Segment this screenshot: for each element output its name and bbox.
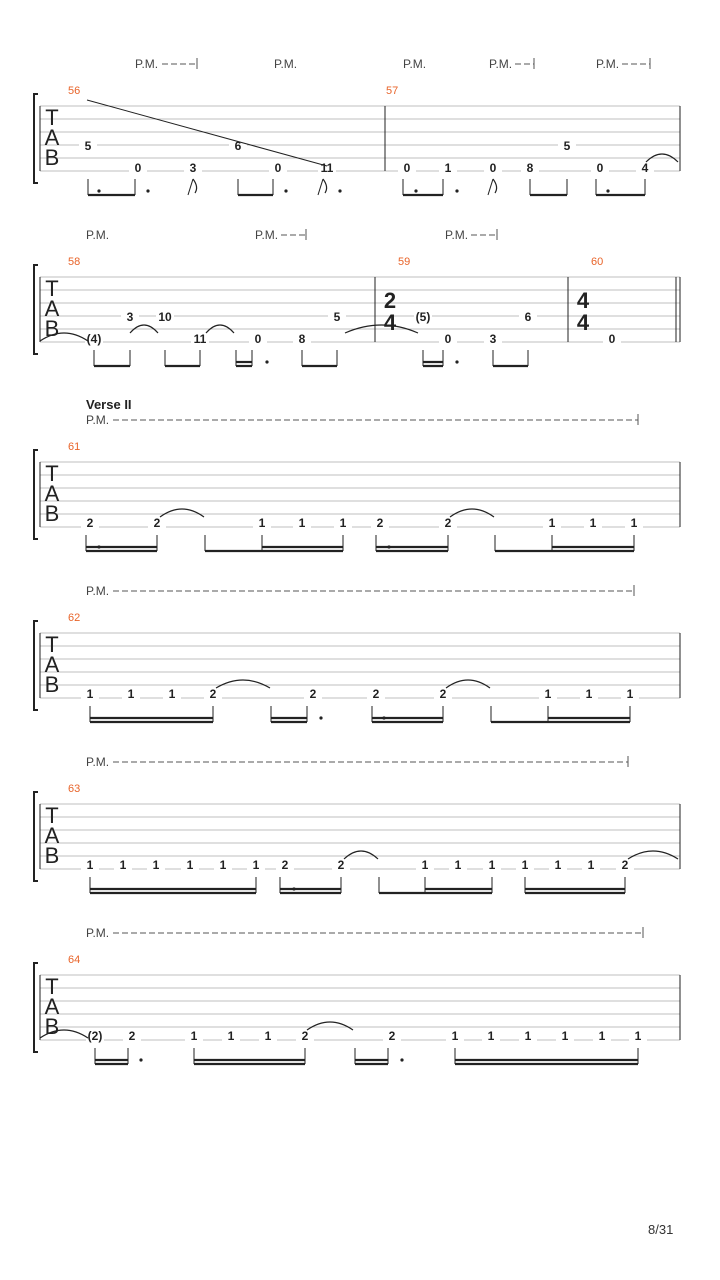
palm-mute-label: P.M. (135, 57, 159, 71)
rhythm-dot (139, 1058, 142, 1061)
palm-mute-label: P.M. (403, 57, 427, 71)
time-signature-bottom: 4 (576, 310, 590, 335)
rhythm-dot (387, 545, 390, 548)
note-flag (493, 179, 497, 193)
measure-number: 60 (591, 256, 604, 268)
fret-number: 1 (587, 858, 595, 872)
page-number: 8/31 (648, 1222, 674, 1237)
fret-number: 1 (598, 1029, 606, 1043)
fret-number: (4) (86, 332, 102, 346)
palm-mute-label: P.M. (445, 228, 469, 242)
fret-number: 3 (489, 332, 497, 346)
palm-mute-label: P.M. (274, 57, 298, 71)
rhythm-dot (606, 189, 609, 192)
fret-number: 1 (521, 858, 529, 872)
tab-clef-letter: B (44, 1014, 60, 1039)
fret-number: 10 (158, 310, 172, 324)
fret-number: 2 (309, 687, 317, 701)
rhythm-dot (265, 360, 268, 363)
note-stem (318, 179, 323, 195)
rhythm-dot (455, 189, 458, 192)
fret-number: 1 (86, 858, 94, 872)
rhythm-dot (319, 716, 322, 719)
fret-number: 1 (264, 1029, 272, 1043)
fret-number: 0 (444, 332, 452, 346)
time-signature-top: 2 (383, 288, 397, 313)
measure-number: 58 (68, 256, 81, 268)
tie-arc (160, 509, 204, 517)
fret-number: 1 (227, 1029, 235, 1043)
tab-clef-letter: A (44, 125, 60, 150)
fret-number: 1 (548, 516, 556, 530)
tab-clef-letter: T (45, 461, 59, 486)
fret-number: 0 (403, 161, 411, 175)
fret-number: 1 (589, 516, 597, 530)
tab-clef-letter: T (45, 803, 59, 828)
fret-number: 11 (320, 161, 334, 175)
palm-mute-label: P.M. (86, 228, 110, 242)
tab-clef-letter: A (44, 481, 60, 506)
fret-number: 2 (376, 516, 384, 530)
fret-number: 11 (193, 332, 207, 346)
slide-line (84, 100, 327, 166)
fret-number: 8 (526, 161, 534, 175)
time-signature-top: 4 (576, 288, 590, 313)
tie-arc (216, 680, 270, 688)
measure-number: 57 (386, 85, 399, 97)
palm-mute-label: P.M. (86, 413, 110, 427)
rhythm-dot (414, 189, 417, 192)
fret-number: 1 (168, 687, 176, 701)
measure-number: 56 (68, 85, 81, 97)
tab-clef-letter: B (44, 501, 60, 526)
fret-number: 6 (234, 139, 242, 153)
fret-number: 1 (119, 858, 127, 872)
system-bracket (34, 792, 38, 881)
rhythm-dot (455, 360, 458, 363)
fret-number: 3 (189, 161, 197, 175)
fret-number: 5 (333, 310, 341, 324)
note-stem (188, 179, 193, 195)
fret-number: 3 (126, 310, 134, 324)
tab-clef-letter: B (44, 672, 60, 697)
note-flag (323, 179, 327, 193)
tab-clef-letter: T (45, 276, 59, 301)
fret-number: 5 (84, 139, 92, 153)
fret-number: 2 (337, 858, 345, 872)
tab-clef-letter: T (45, 974, 59, 999)
measure-number: 61 (68, 441, 81, 453)
tab-clef-letter: T (45, 632, 59, 657)
rhythm-dot (382, 716, 385, 719)
fret-number: 1 (258, 516, 266, 530)
fret-number: 5 (563, 139, 571, 153)
fret-number: 1 (339, 516, 347, 530)
measure-number: 63 (68, 783, 81, 795)
time-signature-bottom: 4 (383, 310, 397, 335)
fret-number: 1 (561, 1029, 569, 1043)
palm-mute-label: P.M. (255, 228, 279, 242)
fret-number: 1 (444, 161, 452, 175)
rhythm-dot (97, 189, 100, 192)
fret-number: 0 (254, 332, 262, 346)
tab-clef-letter: B (44, 843, 60, 868)
fret-number: 1 (626, 687, 634, 701)
section-label: Verse II (86, 397, 132, 412)
fret-number: 1 (488, 858, 496, 872)
fret-number: 1 (127, 687, 135, 701)
rhythm-dot (292, 887, 295, 890)
fret-number: 2 (153, 516, 161, 530)
fret-number: 1 (86, 687, 94, 701)
tab-clef-letter: B (44, 316, 60, 341)
fret-number: 1 (252, 858, 260, 872)
system-bracket (34, 450, 38, 539)
system-bracket (34, 94, 38, 183)
fret-number: 1 (451, 1029, 459, 1043)
tab-clef-letter: T (45, 105, 59, 130)
rhythm-dot (146, 189, 149, 192)
fret-number: 0 (134, 161, 142, 175)
tab-clef-letter: A (44, 823, 60, 848)
measure-number: 59 (398, 256, 411, 268)
fret-number: 1 (585, 687, 593, 701)
tab-clef-letter: B (44, 145, 60, 170)
fret-number: 1 (298, 516, 306, 530)
fret-number: 2 (621, 858, 629, 872)
fret-number: 2 (281, 858, 289, 872)
system-bracket (34, 621, 38, 710)
fret-number: 2 (388, 1029, 396, 1043)
palm-mute-label: P.M. (489, 57, 513, 71)
fret-number: 2 (444, 516, 452, 530)
measure-number: 64 (68, 954, 81, 966)
tab-clef-letter: A (44, 296, 60, 321)
fret-number: 2 (128, 1029, 136, 1043)
tie-arc (628, 851, 678, 859)
fret-number: 0 (596, 161, 604, 175)
rhythm-dot (284, 189, 287, 192)
fret-number: 1 (186, 858, 194, 872)
palm-mute-label: P.M. (86, 926, 110, 940)
fret-number: (5) (415, 310, 431, 324)
system-bracket (34, 265, 38, 354)
fret-number: 1 (421, 858, 429, 872)
fret-number: 1 (219, 858, 227, 872)
fret-number: 1 (554, 858, 562, 872)
tab-clef-letter: A (44, 652, 60, 677)
fret-number: 8 (298, 332, 306, 346)
fret-number: 0 (608, 332, 616, 346)
palm-mute-label: P.M. (86, 584, 110, 598)
system-bracket (34, 963, 38, 1052)
rhythm-dot (97, 545, 100, 548)
fret-number: 1 (454, 858, 462, 872)
fret-number: 1 (152, 858, 160, 872)
fret-number: 2 (439, 687, 447, 701)
rhythm-dot (338, 189, 341, 192)
fret-number: 0 (489, 161, 497, 175)
note-flag (193, 179, 197, 193)
fret-number: 2 (209, 687, 217, 701)
fret-number: 0 (274, 161, 282, 175)
fret-number: 1 (634, 1029, 642, 1043)
palm-mute-label: P.M. (86, 755, 110, 769)
fret-number: 4 (641, 161, 649, 175)
rhythm-dot (400, 1058, 403, 1061)
fret-number: 2 (86, 516, 94, 530)
note-stem (488, 179, 493, 195)
fret-number: 1 (487, 1029, 495, 1043)
fret-number: 2 (372, 687, 380, 701)
measure-number: 62 (68, 612, 81, 624)
fret-number: 1 (524, 1029, 532, 1043)
palm-mute-label: P.M. (596, 57, 620, 71)
fret-number: 6 (524, 310, 532, 324)
fret-number: 2 (301, 1029, 309, 1043)
tie-arc (446, 680, 490, 688)
tab-clef-letter: A (44, 994, 60, 1019)
fret-number: 1 (630, 516, 638, 530)
fret-number: 1 (544, 687, 552, 701)
fret-number: (2) (87, 1029, 103, 1043)
fret-number: 1 (190, 1029, 198, 1043)
